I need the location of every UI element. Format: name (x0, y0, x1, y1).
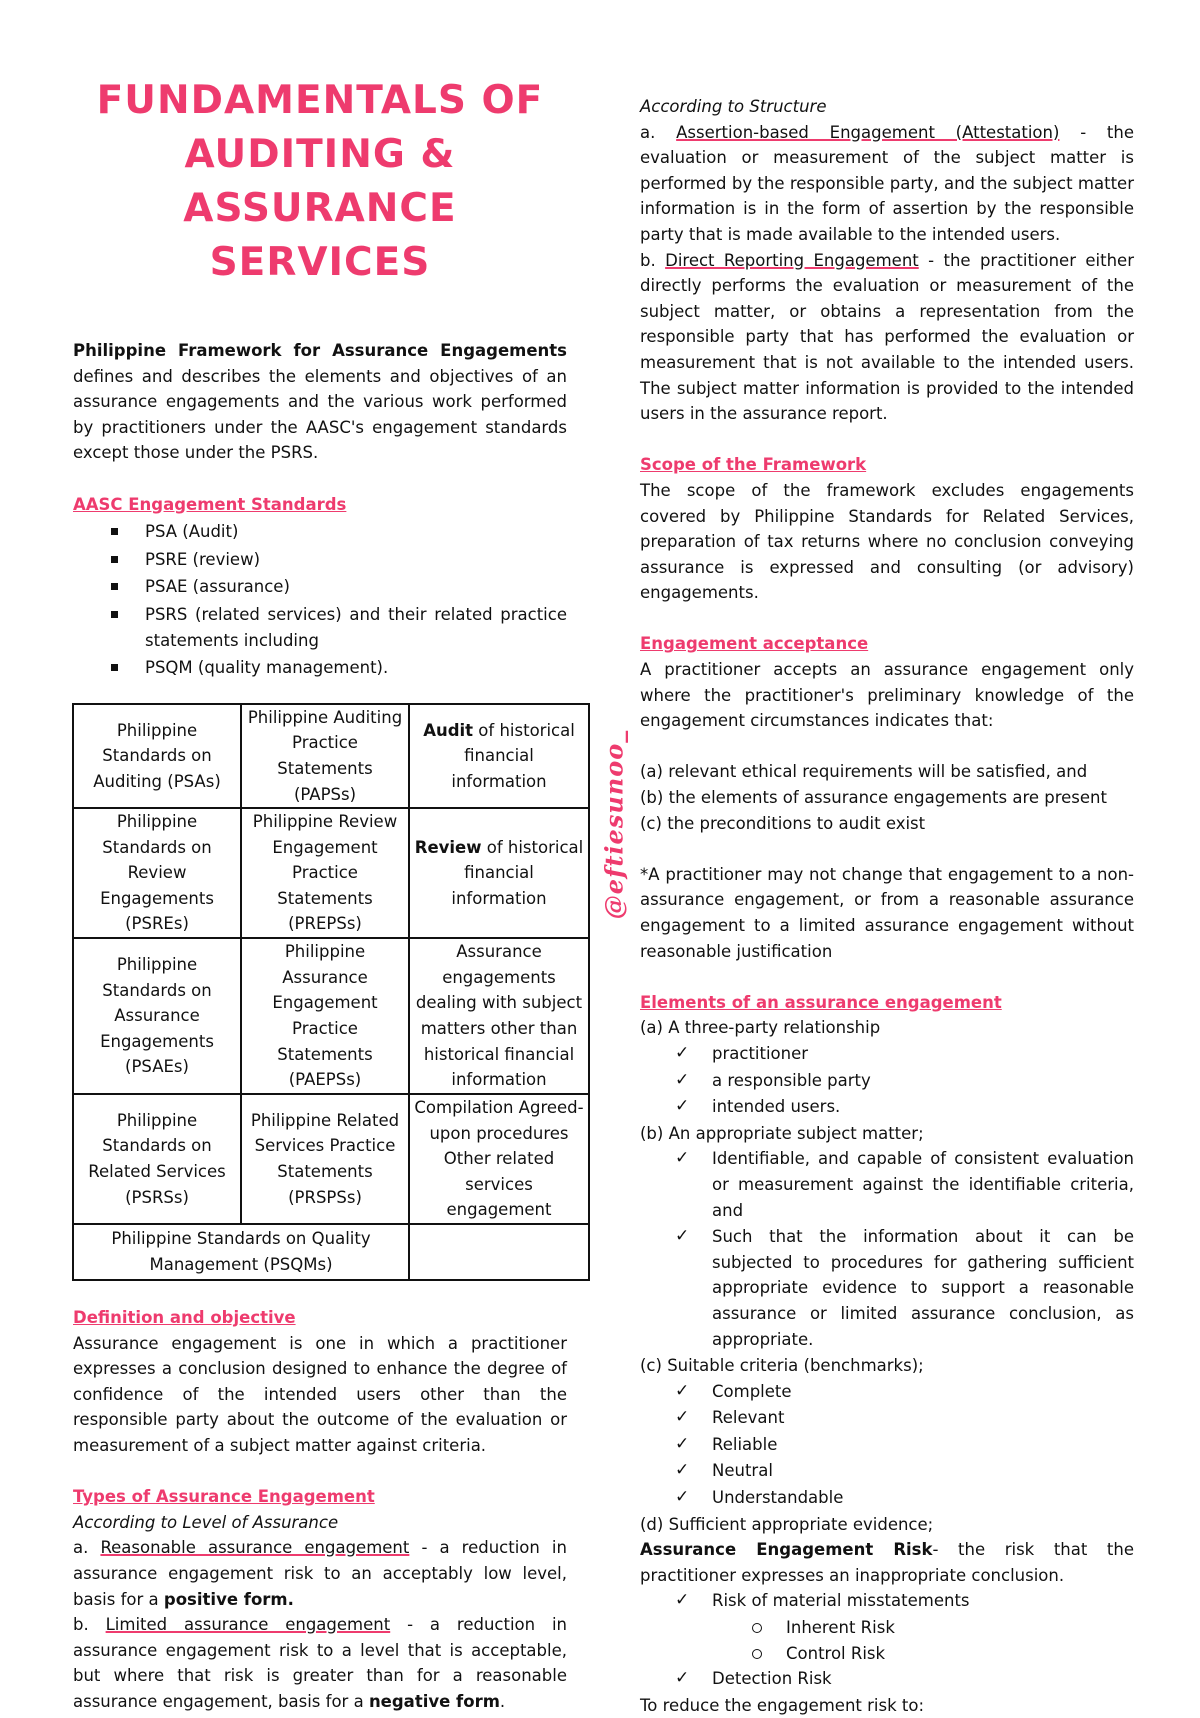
elements-c-list (640, 1379, 1134, 1511)
list-item: Inherent Risk (786, 1615, 1134, 1641)
item-text: Risk of material misstatements (712, 1591, 970, 1611)
elements-d: (d) Sufficient appropriate evidence; (640, 1514, 934, 1534)
table-row (73, 808, 589, 938)
elements-a-list (640, 1041, 1134, 1120)
risk-text: - the risk that the practitioner expresses an inappropriate conclusion. (640, 1540, 1134, 1585)
table-cell: Compilation Agreed-upon procedures Other related services engagement (409, 1094, 589, 1224)
watermark (592, 700, 632, 960)
table-cell: Philippine Standards on Related Services (PSRSs) (73, 1094, 241, 1224)
list-item (675, 1458, 1134, 1484)
types-b (73, 1612, 567, 1714)
term: Direct Reporting Engagement (665, 250, 919, 270)
left-column (73, 74, 584, 1715)
list-item (675, 1588, 1134, 1614)
check-icon: ✓ (675, 1433, 690, 1454)
cell-bold: Review (414, 837, 482, 857)
table-cell: Philippine Standards on Auditing (PSAs) (73, 704, 241, 808)
elements-heading: Elements of an assurance engagement (640, 992, 1002, 1012)
elements-b-list (640, 1146, 1134, 1352)
reduce-text: To reduce the engagement risk to: (640, 1695, 925, 1715)
check-icon: ✓ (675, 1042, 690, 1063)
acceptance-item: (a) relevant ethical requirements will be satisfied, and (640, 762, 1088, 782)
item-text: a responsible party (712, 1070, 871, 1090)
list-item (675, 1146, 1134, 1223)
table-cell: Assurance engagements dealing with subject matters other than historical financial information (409, 938, 589, 1094)
check-icon: ✓ (675, 1148, 690, 1169)
item-text: Such that the information about it can be subjected to procedures for gathering sufficient appropriate evidence to support a reasonable assurance or limited assurance conclusion, as appropriate. (712, 1227, 1134, 1349)
item-text: Neutral (712, 1461, 773, 1481)
list-item (675, 1432, 1134, 1458)
table-row (73, 938, 589, 1094)
risk-list (640, 1588, 1134, 1614)
structure-a (640, 120, 1134, 248)
risk-paragraph (640, 1537, 1134, 1588)
definition-heading: Definition and objective (73, 1308, 296, 1328)
intro-text: defines and describes the elements and objectives of an assurance engagements and the various work performed by practitioners under the AASC's engagement standards except those under the PSRS. (73, 366, 567, 463)
types-a (73, 1535, 567, 1612)
list-item (675, 1485, 1134, 1511)
table-cell: Philippine Standards on Review Engagements (PSREs) (73, 808, 241, 938)
table-cell: Philippine Assurance Engagement Practice Statements (PAEPSs) (241, 938, 409, 1094)
elements-a: (a) A three-party relationship (640, 1018, 881, 1038)
check-icon: ✓ (675, 1226, 690, 1247)
check-icon: ✓ (675, 1460, 690, 1481)
aasc-heading: AASC Engagement Standards (73, 494, 347, 514)
table-cell: Philippine Standards on Assurance Engagements (PSAEs) (73, 938, 241, 1094)
table-cell: Philippine Related Services Practice Statements (PRSPSs) (241, 1094, 409, 1224)
text: - a reduction in assurance engagement risk to an acceptably low level, basis for a (73, 1538, 567, 1609)
check-icon: ✓ (675, 1380, 690, 1401)
list-item (675, 1379, 1134, 1405)
table-row (73, 1094, 589, 1224)
table-row (73, 704, 589, 808)
item-text: Understandable (712, 1488, 844, 1508)
page-title: FUNDAMENTALS OF AUDITING & ASSURANCE SERVICES (96, 78, 544, 285)
standards-table (72, 703, 590, 1281)
term: Assertion-based Engagement (Attestation) (676, 122, 1060, 142)
bold-text: positive form. (163, 1589, 294, 1609)
item-text: intended users. (712, 1097, 841, 1117)
watermark-text: @eftiesunoo_ (599, 729, 629, 920)
list-item (675, 1068, 1134, 1094)
list-item (675, 1224, 1134, 1352)
check-icon: ✓ (675, 1096, 690, 1117)
list-item: PSAE (assurance) (145, 574, 567, 600)
intro-paragraph (73, 338, 567, 466)
elements-b: (b) An appropriate subject matter; (640, 1123, 924, 1143)
list-item: Control Risk (786, 1641, 1134, 1667)
table-cell (409, 704, 589, 808)
intro-bold: Philippine Framework for Assurance Engagements (73, 341, 567, 360)
term: Reasonable assurance engagement (100, 1538, 410, 1558)
acceptance-text: A practitioner accepts an assurance engagement only where the practitioner's preliminary knowledge of the engagement circumstances indicates that: (640, 660, 1134, 731)
list-item: PSRS (related services) and their related practice statements including (145, 602, 567, 653)
cell-text: of historical financial information (451, 720, 575, 791)
table-cell: Philippine Auditing Practice Statements (PAPSs) (241, 704, 409, 808)
text: - the practitioner either directly performs the evaluation or measurement of the subject matter, or obtains a representation from the responsible party that has performed the evaluation or measurement that is not available to the intended users. The subject matter information is provided to the intended users in the assurance report. (640, 250, 1134, 424)
check-icon: ✓ (675, 1487, 690, 1508)
table-row (73, 1224, 589, 1280)
text: . (499, 1691, 506, 1711)
text: - a reduction in assurance engagement risk to a level that is acceptable, but where that risk is greater than for a reasonable assurance engagement, basis for a (73, 1615, 567, 1711)
check-icon: ✓ (675, 1590, 690, 1611)
item-text: Identifiable, and capable of consistent evaluation or measurement against the identifiable criteria, and (712, 1149, 1134, 1220)
list-item: PSRE (review) (145, 547, 567, 573)
table-cell: Philippine Review Engagement Practice Statements (PREPSs) (241, 808, 409, 938)
table-cell (409, 808, 589, 938)
acceptance-item: (b) the elements of assurance engagements are present (640, 788, 1107, 808)
types-heading: Types of Assurance Engagement (73, 1487, 375, 1507)
list-item (675, 1094, 1134, 1120)
structure-heading: According to Structure (640, 97, 827, 116)
acceptance-note: *A practitioner may not change that engagement to a non-assurance engagement, or from a reasonable assurance engagement to a limited assurance engagement without reasonable justification (640, 864, 1134, 961)
aasc-list (73, 519, 567, 681)
risk-list-2 (640, 1666, 1134, 1692)
cell-text: of historical financial information (451, 837, 584, 908)
list-item (675, 1041, 1134, 1067)
term: Limited assurance engagement (105, 1615, 391, 1635)
scope-heading: Scope of the Framework (640, 455, 867, 475)
table-cell: Philippine Standards on Quality Management (PSQMs) (73, 1224, 409, 1280)
prefix: b. (640, 250, 666, 270)
check-icon: ✓ (675, 1407, 690, 1428)
list-item: PSA (Audit) (145, 519, 567, 545)
item-text: Relevant (712, 1408, 785, 1428)
item-text: Complete (712, 1381, 792, 1401)
list-item (675, 1666, 1134, 1692)
risk-bold: Assurance Engagement Risk (640, 1540, 933, 1560)
prefix: b. (73, 1615, 106, 1635)
types-by-level: According to Level of Assurance (73, 1512, 339, 1532)
elements-c: (c) Suitable criteria (benchmarks); (640, 1356, 924, 1376)
acceptance-item: (c) the preconditions to audit exist (640, 813, 926, 833)
right-column (640, 94, 1134, 1718)
cell-bold: Audit (423, 720, 474, 740)
list-item (675, 1405, 1134, 1431)
prefix: a. (640, 122, 677, 142)
list-item: PSQM (quality management). (145, 655, 567, 681)
table-cell (409, 1224, 589, 1280)
definition-text: Assurance engagement is one in which a practitioner expresses a conclusion designed to enhance the degree of confidence of the intended users other than the responsible party about the outcome of the evaluation or measurement of a subject matter against criteria. (73, 1333, 567, 1456)
check-icon: ✓ (675, 1069, 690, 1090)
text: - the evaluation or measurement of the subject matter is performed by the responsible party, and the subject matter information is in the form of assertion by the responsible party that is made available to the intended users. (640, 122, 1134, 244)
item-text: Reliable (712, 1434, 778, 1454)
risk-sub-list (640, 1615, 1134, 1666)
prefix: a. (73, 1538, 101, 1558)
check-icon: ✓ (675, 1668, 690, 1689)
item-text: Detection Risk (712, 1669, 832, 1689)
acceptance-heading: Engagement acceptance (640, 634, 869, 654)
structure-b (640, 248, 1134, 427)
item-text: practitioner (712, 1043, 809, 1063)
scope-text: The scope of the framework excludes engagements covered by Philippine Standards for Related Services, preparation of tax returns where no conclusion conveying assurance is expressed and consulting (or advisory) engagements. (640, 480, 1134, 603)
bold-text: negative form (368, 1691, 500, 1711)
